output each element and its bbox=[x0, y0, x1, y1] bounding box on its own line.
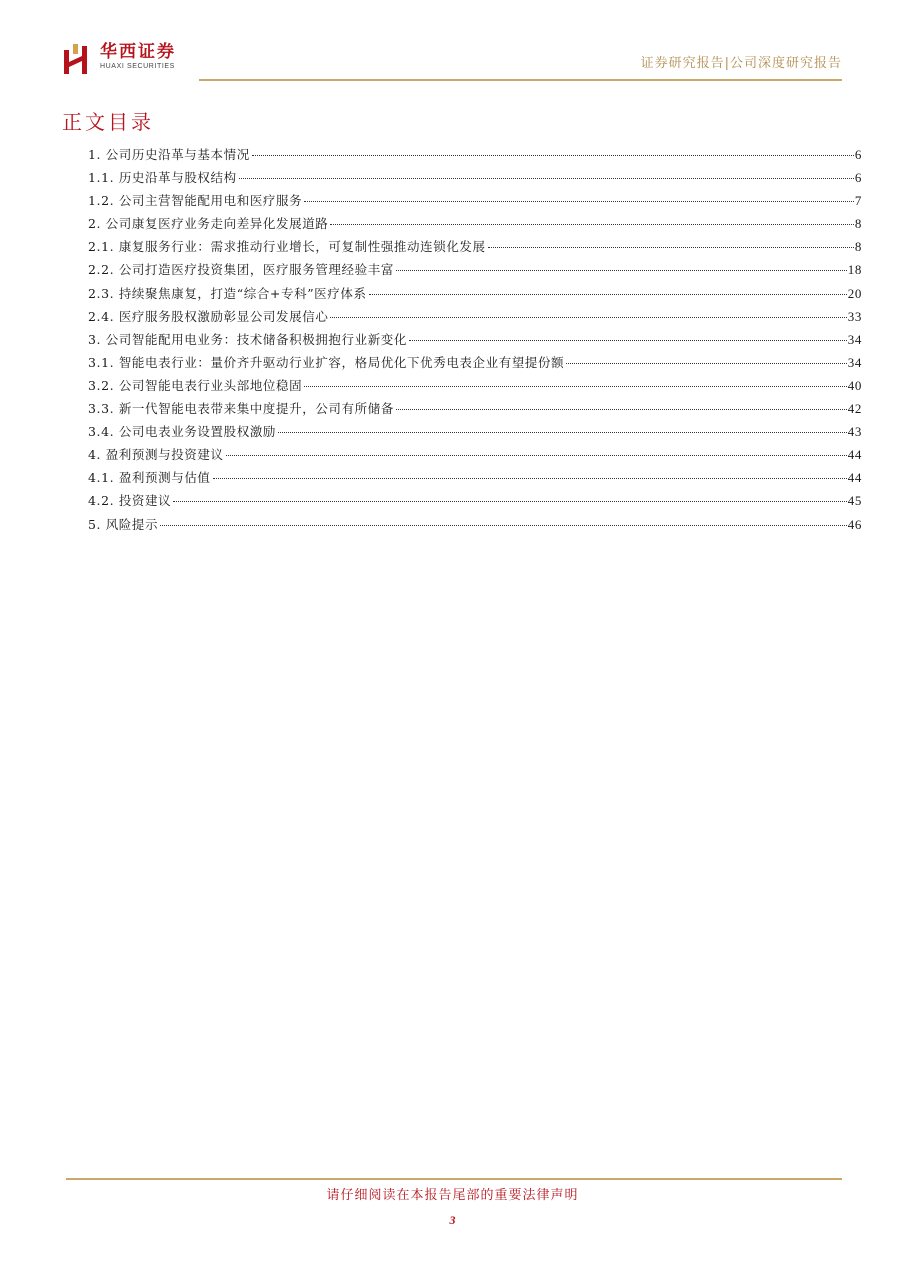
toc-entry[interactable] bbox=[88, 328, 862, 351]
toc-dot-leader bbox=[173, 501, 847, 502]
toc-entry-page: 20 bbox=[847, 285, 862, 301]
toc-entry[interactable] bbox=[88, 513, 862, 536]
toc-entry-page: 45 bbox=[847, 493, 862, 509]
toc-entry-label: 3.4. 公司电表业务设置股权激励 bbox=[88, 424, 277, 440]
toc-dot-leader bbox=[226, 455, 847, 456]
toc-entry-page: 8 bbox=[854, 216, 862, 232]
toc-dot-leader bbox=[369, 294, 847, 295]
toc-entry-label: 4.2. 投资建议 bbox=[88, 493, 172, 509]
toc-entry-page: 44 bbox=[847, 470, 862, 486]
toc-entry-label: 2.4. 医疗服务股权激励彰显公司发展信心 bbox=[88, 308, 329, 324]
toc-entry[interactable] bbox=[88, 235, 862, 258]
footer-divider bbox=[66, 1178, 842, 1180]
toc-entry[interactable] bbox=[88, 143, 862, 166]
toc-entry-label: 4. 盈利预测与投资建议 bbox=[88, 447, 224, 463]
toc-entry-page: 44 bbox=[847, 447, 862, 463]
toc-entry[interactable] bbox=[88, 166, 862, 189]
toc-entry-label: 3.2. 公司智能电表行业头部地位稳固 bbox=[88, 377, 303, 393]
toc-dot-leader bbox=[213, 478, 847, 479]
toc-dot-leader bbox=[304, 201, 854, 202]
toc-dot-leader bbox=[252, 155, 854, 156]
toc-entry-page: 42 bbox=[847, 401, 862, 417]
toc-entry-label: 5. 风险提示 bbox=[88, 516, 159, 532]
logo-text bbox=[100, 42, 176, 72]
toc-dot-leader bbox=[330, 224, 853, 225]
toc-entry[interactable] bbox=[88, 397, 862, 420]
toc-entry-label: 2.3. 持续聚焦康复，打造“综合+专科”医疗体系 bbox=[88, 285, 367, 301]
toc-dot-leader bbox=[330, 317, 846, 318]
logo-chinese-name: 华西证券 bbox=[100, 42, 176, 62]
toc-entry-label: 3.1. 智能电表行业：量价齐升驱动行业扩容，格局优化下优秀电表企业有望提份额 bbox=[88, 354, 565, 370]
toc-entry-page: 34 bbox=[847, 354, 862, 370]
toc-entry-page: 6 bbox=[854, 147, 862, 162]
huaxi-logo-icon bbox=[62, 44, 92, 76]
toc-entry-label: 4.1. 盈利预测与估值 bbox=[88, 470, 211, 486]
toc-entry[interactable] bbox=[88, 374, 862, 397]
toc-entry-page: 40 bbox=[847, 377, 862, 393]
toc-dot-leader bbox=[488, 247, 854, 248]
toc-dot-leader bbox=[239, 178, 854, 179]
toc-entry-page: 43 bbox=[847, 424, 862, 440]
toc-entry-page: 46 bbox=[847, 516, 862, 532]
toc-entry-page: 33 bbox=[847, 308, 862, 324]
table-of-contents bbox=[88, 143, 862, 536]
toc-entry[interactable] bbox=[88, 466, 862, 489]
toc-entry[interactable] bbox=[88, 189, 862, 212]
legal-disclaimer-note: 请仔细阅读在本报告尾部的重要法律声明 bbox=[326, 1188, 579, 1203]
toc-entry[interactable] bbox=[88, 305, 862, 328]
toc-dot-leader bbox=[278, 432, 847, 433]
toc-dot-leader bbox=[566, 363, 847, 364]
toc-entry-label: 1. 公司历史沿革与基本情况 bbox=[88, 147, 250, 162]
toc-entry[interactable] bbox=[88, 212, 862, 235]
toc-entry-label: 1.2. 公司主营智能配用电和医疗服务 bbox=[88, 193, 303, 209]
toc-entry[interactable] bbox=[88, 351, 862, 374]
toc-title: 正文目录 bbox=[62, 110, 154, 134]
report-type-label: 证券研究报告|公司深度研究报告 bbox=[640, 56, 842, 71]
toc-entry-label: 2.2. 公司打造医疗投资集团，医疗服务管理经验丰富 bbox=[88, 262, 394, 278]
toc-dot-leader bbox=[409, 340, 847, 341]
toc-entry[interactable] bbox=[88, 420, 862, 443]
toc-entry[interactable] bbox=[88, 258, 862, 281]
header-divider bbox=[199, 79, 842, 81]
toc-entry-page: 34 bbox=[847, 331, 862, 347]
page-header bbox=[62, 40, 842, 82]
toc-dot-leader bbox=[160, 525, 847, 526]
toc-entry-label: 1.1. 历史沿革与股权结构 bbox=[88, 170, 237, 186]
toc-entry-label: 2.1. 康复服务行业：需求推动行业增长，可复制性强推动连锁化发展 bbox=[88, 239, 486, 255]
toc-dot-leader bbox=[396, 270, 847, 271]
toc-entry-page: 6 bbox=[854, 170, 862, 186]
logo-english-name: HUAXI SECURITIES bbox=[100, 63, 175, 70]
toc-entry-label: 3.3. 新一代智能电表带来集中度提升，公司有所储备 bbox=[88, 401, 394, 417]
toc-entry-label: 2. 公司康复医疗业务走向差异化发展道路 bbox=[88, 216, 329, 232]
toc-entry[interactable] bbox=[88, 282, 862, 305]
toc-entry-page: 18 bbox=[847, 262, 862, 278]
toc-entry[interactable] bbox=[88, 489, 862, 512]
toc-entry[interactable] bbox=[88, 443, 862, 466]
toc-entry-page: 7 bbox=[854, 193, 862, 209]
toc-dot-leader bbox=[396, 409, 847, 410]
toc-entry-label: 3. 公司智能配用电业务：技术储备积极拥抱行业新变化 bbox=[88, 331, 408, 347]
toc-dot-leader bbox=[304, 386, 847, 387]
toc-entry-page: 8 bbox=[854, 239, 862, 255]
page-number: 3 bbox=[449, 1213, 456, 1227]
